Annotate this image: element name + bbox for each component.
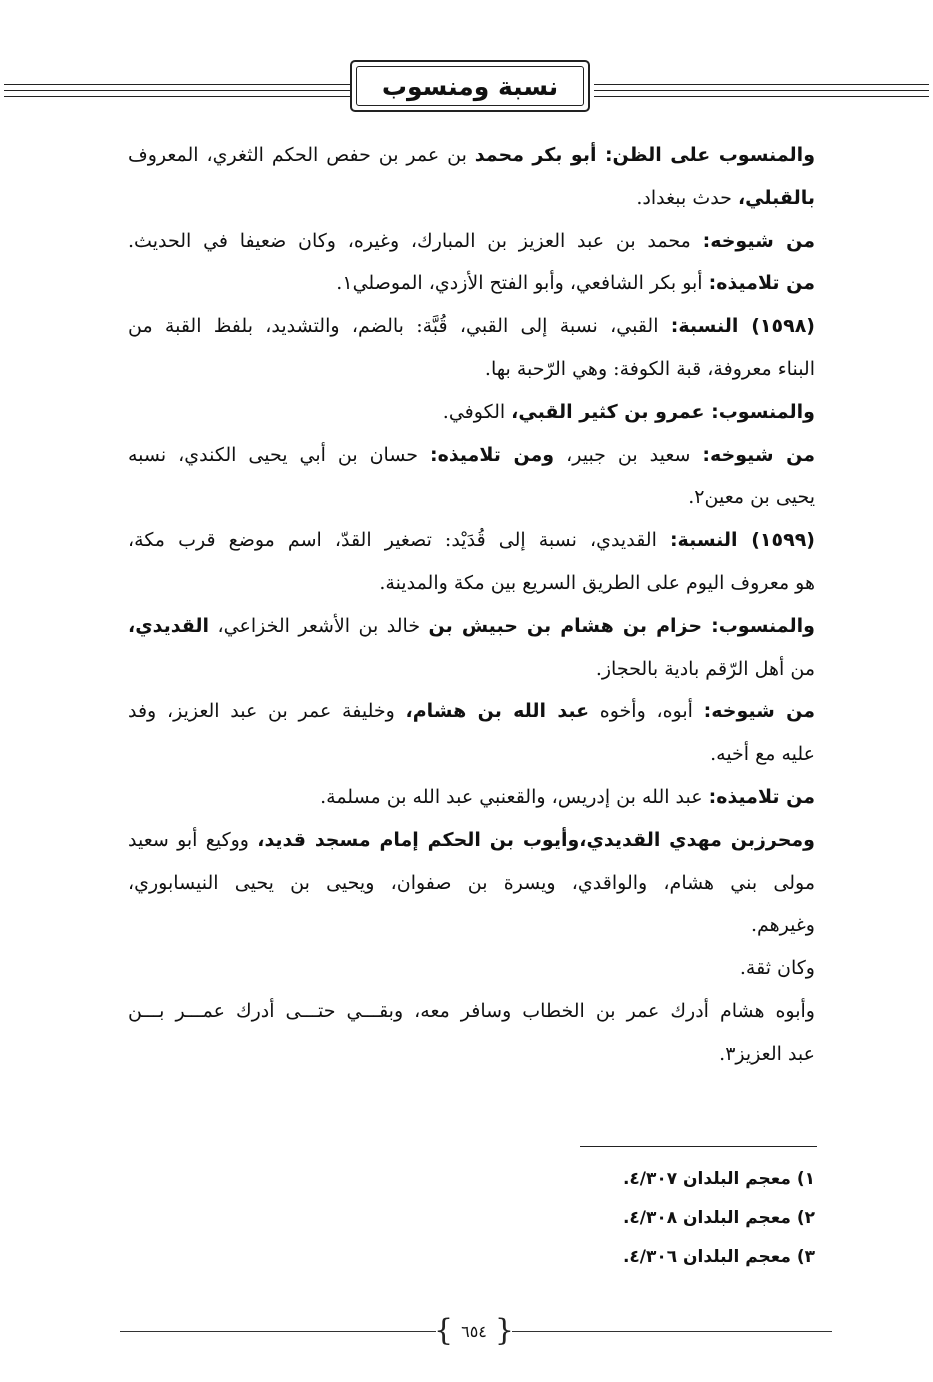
bold-segment: ومن تلاميذه: — [430, 443, 555, 466]
text-line — [128, 819, 815, 862]
bold-segment: من تلاميذه: — [708, 785, 815, 808]
text-segment: ووكيع أبو سعيد — [128, 828, 258, 851]
text-line — [128, 862, 815, 905]
footnote-separator — [580, 1146, 817, 1147]
text-line — [128, 262, 815, 305]
text-segment: وغيرهم. — [750, 914, 815, 937]
text-line — [128, 947, 815, 990]
bold-segment: (١٥٩٩) النسبة: — [669, 529, 815, 552]
bold-segment: والمنسوب على الظن: أبو بكر محمد — [474, 144, 815, 166]
page-number-box — [434, 1313, 514, 1348]
text-segment: وأبوه هشام أدرك عمر بن الخطاب وسافر معه، وبقـــي حتـــى أدرك عمـــر بـــن — [128, 999, 815, 1022]
footnote-3: ٣) معجم البلدان ٤/٣٠٦. — [622, 1247, 815, 1267]
text-segment: بن عمر بن حفص الحكم الثغري، المعروف — [128, 144, 475, 166]
bold-segment: من شيوخه: — [702, 443, 815, 466]
text-line — [128, 220, 815, 263]
bold-segment: من شيوخه: — [703, 700, 815, 723]
bold-segment: والمنسوب: عمرو بن كثير القبي، — [511, 400, 815, 423]
body-text — [128, 134, 815, 1076]
text-segment: الكوفي. — [442, 400, 512, 423]
brace-right-icon: } — [494, 1313, 514, 1348]
text-line — [128, 434, 815, 477]
footnote-2: ٢) معجم البلدان ٤/٣٠٨. — [622, 1208, 815, 1228]
text-line — [128, 1033, 815, 1076]
text-segment: عليه مع أخيه. — [710, 743, 815, 766]
bold-segment: من تلاميذه: — [708, 272, 815, 295]
bold-segment: عبد الله بن هشام، — [405, 700, 590, 723]
header-title-frame — [350, 60, 590, 112]
text-line — [128, 134, 815, 177]
text-segment: حدث ببغداد. — [636, 186, 738, 209]
bold-segment: (١٥٩٨) النسبة: — [670, 315, 815, 338]
text-segment: أبو بكر الشافعي، وأبو الفتح الأزدي، الموصلي١. — [336, 272, 709, 295]
text-segment: حسان بن أبي يحيى الكندي، نسبه — [128, 443, 431, 466]
text-line — [128, 562, 815, 605]
footnote-1: ١) معجم البلدان ٤/٣٠٧. — [622, 1169, 815, 1189]
text-line — [128, 476, 815, 519]
text-line — [128, 519, 815, 562]
text-segment: وكان ثقة. — [739, 957, 815, 980]
header-rule-right — [594, 84, 929, 100]
header-rule-left — [4, 84, 350, 100]
text-line — [128, 177, 815, 220]
text-line — [128, 305, 815, 348]
footer-rule-right — [512, 1331, 832, 1332]
text-segment: عبد الله بن إدريس، والقعنبي عبد الله بن مسلمة. — [320, 785, 709, 808]
bold-segment: بالقبلي، — [737, 186, 815, 209]
text-line — [128, 605, 815, 648]
text-segment: يحيى بن معين٢. — [688, 486, 815, 509]
footnotes — [580, 1160, 815, 1277]
text-segment: محمد بن عبد العزيز بن المبارك، وغيره، وكان ضعيفا في الحديث. — [128, 229, 703, 252]
text-segment: القديدي، نسبة إلى قُدَيْد: تصغير القدّ، اسم موضع قرب مكة، — [128, 529, 670, 552]
page-number: ٦٥٤ — [461, 1321, 487, 1341]
text-line — [128, 990, 815, 1033]
text-line — [128, 690, 815, 733]
bold-segment: ومحرزبن مهدي القديدي،وأيوب بن الحكم إمام مسجد قديد، — [257, 828, 815, 851]
text-line — [128, 348, 815, 391]
text-segment: البناء معروفة، قبة الكوفة: وهي الرّحبة بها. — [484, 357, 815, 380]
text-segment: خالد بن الأشعر الخزاعي، — [209, 614, 429, 637]
page-title: نسبة ومنسوب — [356, 66, 584, 106]
text-segment: القبي، نسبة إلى القبي، قُبَّة: بالضم، والتشديد، بلفظ القبة من — [128, 315, 671, 338]
text-segment: من أهل الرّقم بادية بالحجاز. — [595, 657, 815, 680]
text-segment: مولى بني هشام، والواقدي، ويسرة بن صفوان، ويحيى بن يحيى النيسابوري، — [128, 871, 815, 894]
bold-segment: والمنسوب: حزام بن هشام بن حبيش بن — [428, 614, 815, 637]
text-line — [128, 391, 815, 434]
text-line — [128, 904, 815, 947]
footer-rule-left — [120, 1331, 436, 1332]
text-segment: عبد العزيز٣. — [719, 1042, 815, 1065]
brace-left-icon: { — [434, 1313, 454, 1348]
text-segment: سعيد بن جبير، — [554, 443, 703, 466]
text-segment: أبوه، وأخوه — [589, 700, 704, 723]
bold-segment: القديدي، — [128, 614, 210, 637]
text-segment: هو معروف اليوم على الطريق السريع بين مكة والمدينة. — [379, 571, 815, 594]
text-segment: وخليفة عمر بن عبد العزيز، وفد — [128, 700, 406, 723]
text-line — [128, 648, 815, 691]
text-line — [128, 776, 815, 819]
bold-segment: من شيوخه: — [702, 229, 815, 252]
text-line — [128, 733, 815, 776]
